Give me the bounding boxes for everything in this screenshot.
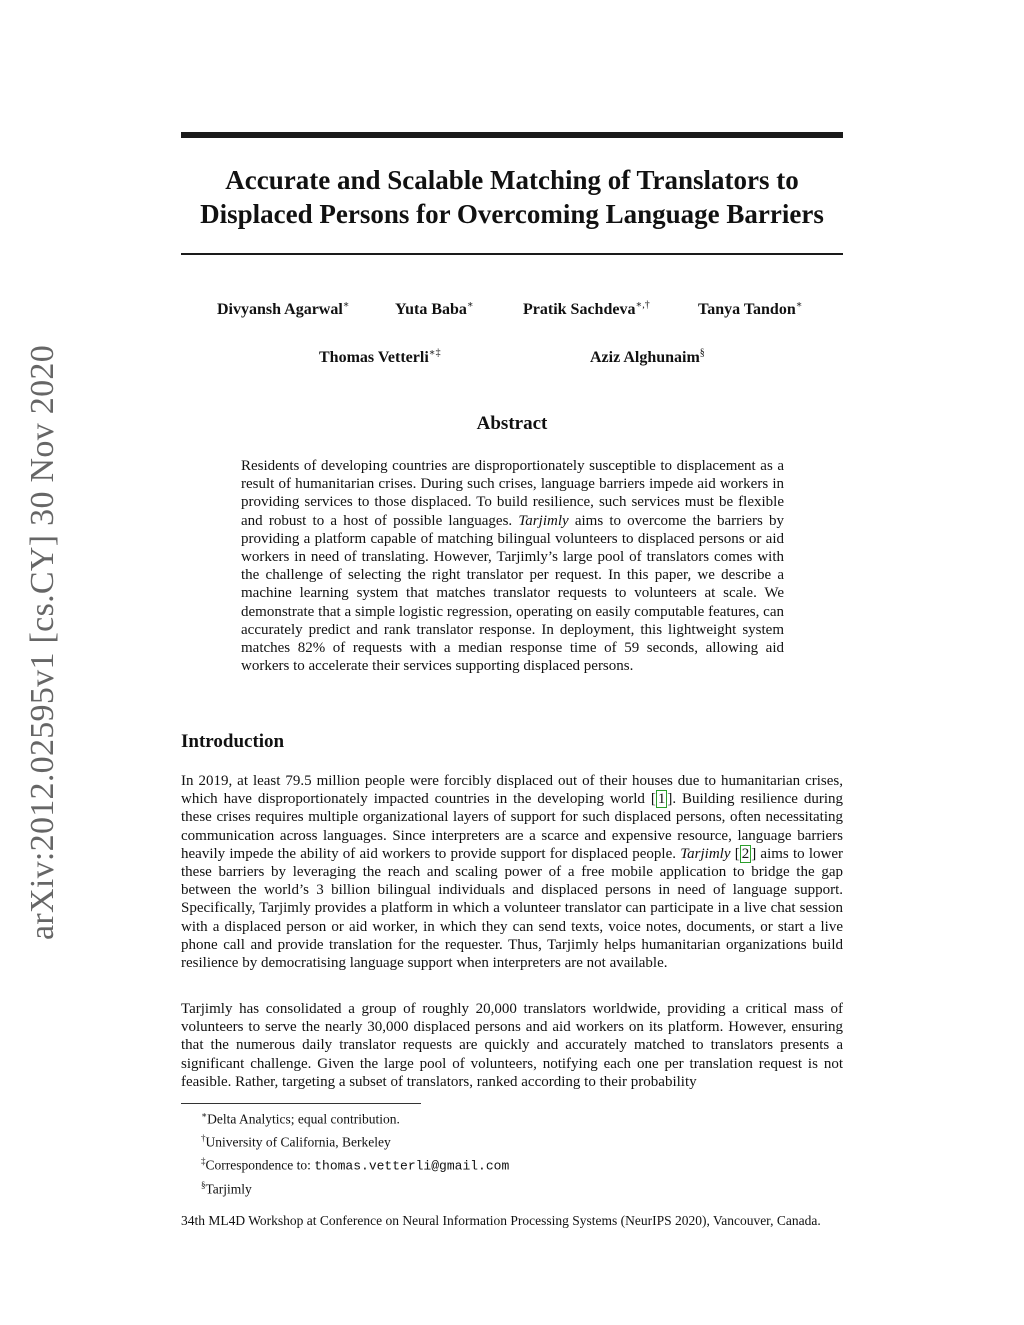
venue-note: 34th ML4D Workshop at Conference on Neural Information Processing Systems (NeurIPS 2020), Vancouver, Canada. <box>181 1213 821 1228</box>
author-name: Divyansh Agarwal <box>217 301 343 319</box>
footnotes <box>201 1106 509 1199</box>
citation-link[interactable]: 2 <box>741 845 750 862</box>
author-marks: ∗,† <box>635 300 650 311</box>
footnote-2 <box>201 1129 509 1152</box>
author-marks: ∗ <box>342 300 350 311</box>
title-line-1: Accurate and Scalable Matching of Translators to <box>225 165 799 195</box>
title-line-2: Displaced Persons for Overcoming Language Barriers <box>200 199 824 229</box>
footnote-4 <box>201 1176 509 1199</box>
citation-link[interactable]: 1 <box>657 791 666 808</box>
footnote-text: Correspondence to: <box>205 1157 315 1173</box>
abstract-text: Residents of developing countries are disproportionately susceptible to displacement as a result of humanitarian crises. During such crises, language barriers impede aid workers in providing services to those displaced. To build resilience, such services must be flexible and robust to a host of possible languages. <box>241 458 784 529</box>
abstract-heading: Abstract <box>476 413 548 434</box>
abstract-text: aims to overcome the barriers by providing a platform capable of matching bilingual volunteers to displaced persons or aid workers in need of translating. However, Tarjimly’s large pool of translators comes with the challenge of selecting the right translator per request. In this paper, we describe a machine learning system that matches translator requests to volunteers at scale. We demonstrate that a simple logistic regression, operating on easily computable features, can accurately predict and rank translator response. In deployment, this lightweight system matches 82% of requests with a median response time of 59 seconds, allowing aid workers to accelerate their services supporting displaced persons. <box>241 512 784 675</box>
title-bottom-rule <box>181 253 843 255</box>
paragraph-text: ]. Building resilience during these crises requires multiple organizational layers of support for such displaced persons, often necessitating communication across languages. Since interpreters are a scarce and expensive resource, language barriers heavily impede the ability of aid workers to provide support for displaced people. <box>181 791 843 862</box>
title-top-rule <box>181 132 843 138</box>
author-marks: ∗ <box>466 300 474 311</box>
italic-tarjimly: Tarjimly <box>680 845 731 862</box>
section-heading-introduction: Introduction <box>181 731 285 752</box>
footnote-mark: † <box>201 1133 206 1143</box>
author-name: Thomas Vetterli <box>319 349 429 367</box>
footnote-text: Delta Analytics; equal contribution. <box>207 1111 400 1127</box>
abstract-italic-tarjimly: Tarjimly <box>518 512 569 529</box>
author-name: Pratik Sachdeva <box>523 301 636 319</box>
author-marks: ∗‡ <box>428 348 441 359</box>
paragraph-text: ] aims to lower these barriers by leveraging the reach and scaling power of a free mobile application to bridge the gap between the world’s 3 billion bilingual individuals and displaced persons in need of language support. Specifically, Tarjimly provides a platform in which a volunteer translator can participate in a live chat session with a displaced person or aid worker, in which they can send texts, voice notes, documents, or start a live phone call and provide translation for the requester. Thus, Tarjimly helps humanitarian organizations build resilience by democratising language support when interpreters are not available. <box>181 845 843 972</box>
paper-title <box>181 163 843 231</box>
footnote-mark: § <box>201 1180 206 1190</box>
paragraph-text: [ <box>730 845 740 862</box>
intro-paragraph-1 <box>181 772 843 972</box>
author-marks: § <box>699 348 705 359</box>
footnote-3 <box>201 1152 509 1176</box>
footnote-mark: ‡ <box>201 1156 206 1166</box>
footnote-text: Tarjimly <box>205 1181 252 1197</box>
author-name: Yuta Baba <box>395 301 467 319</box>
author-marks: ∗ <box>795 300 803 311</box>
footnote-email[interactable]: thomas.vetterli@gmail.com <box>314 1158 510 1174</box>
arxiv-side-label: arXiv:2012.02595v1 [cs.CY] 30 Nov 2020 <box>24 344 61 940</box>
author-name: Tanya Tandon <box>698 301 796 319</box>
author-tanya-tandon <box>698 300 803 319</box>
footnote-rule <box>181 1103 421 1104</box>
footnote-text: University of California, Berkeley <box>205 1134 391 1150</box>
footnote-1 <box>201 1106 509 1129</box>
author-thomas-vetterli <box>319 348 441 367</box>
author-pratik-sachdeva <box>523 300 650 319</box>
author-divyansh-agarwal <box>217 300 350 319</box>
abstract-body <box>241 457 784 675</box>
author-yuta-baba <box>395 300 474 319</box>
author-name: Aziz Alghunaim <box>590 349 700 367</box>
author-aziz-alghunaim <box>590 348 705 367</box>
intro-paragraph-2: Tarjimly has consolidated a group of roughly 20,000 translators worldwide, providing a critical mass of volunteers to serve the nearly 30,000 displaced persons and aid workers on its platform. However, ensuring that the numerous daily translator requests are quickly and accurately matched to translators presents a significant challenge. Given the large pool of volunteers, notifying each one per translation request is not feasible. Rather, targeting a subset of translators, ranked according to their probability <box>181 1001 843 1090</box>
footnote-mark: ∗ <box>201 1110 208 1120</box>
paragraph-text: In 2019, at least 79.5 million people were forcibly displaced out of their houses due to humanitarian crises, which have disproportionately impacted countries in the developing world [ <box>181 773 843 808</box>
